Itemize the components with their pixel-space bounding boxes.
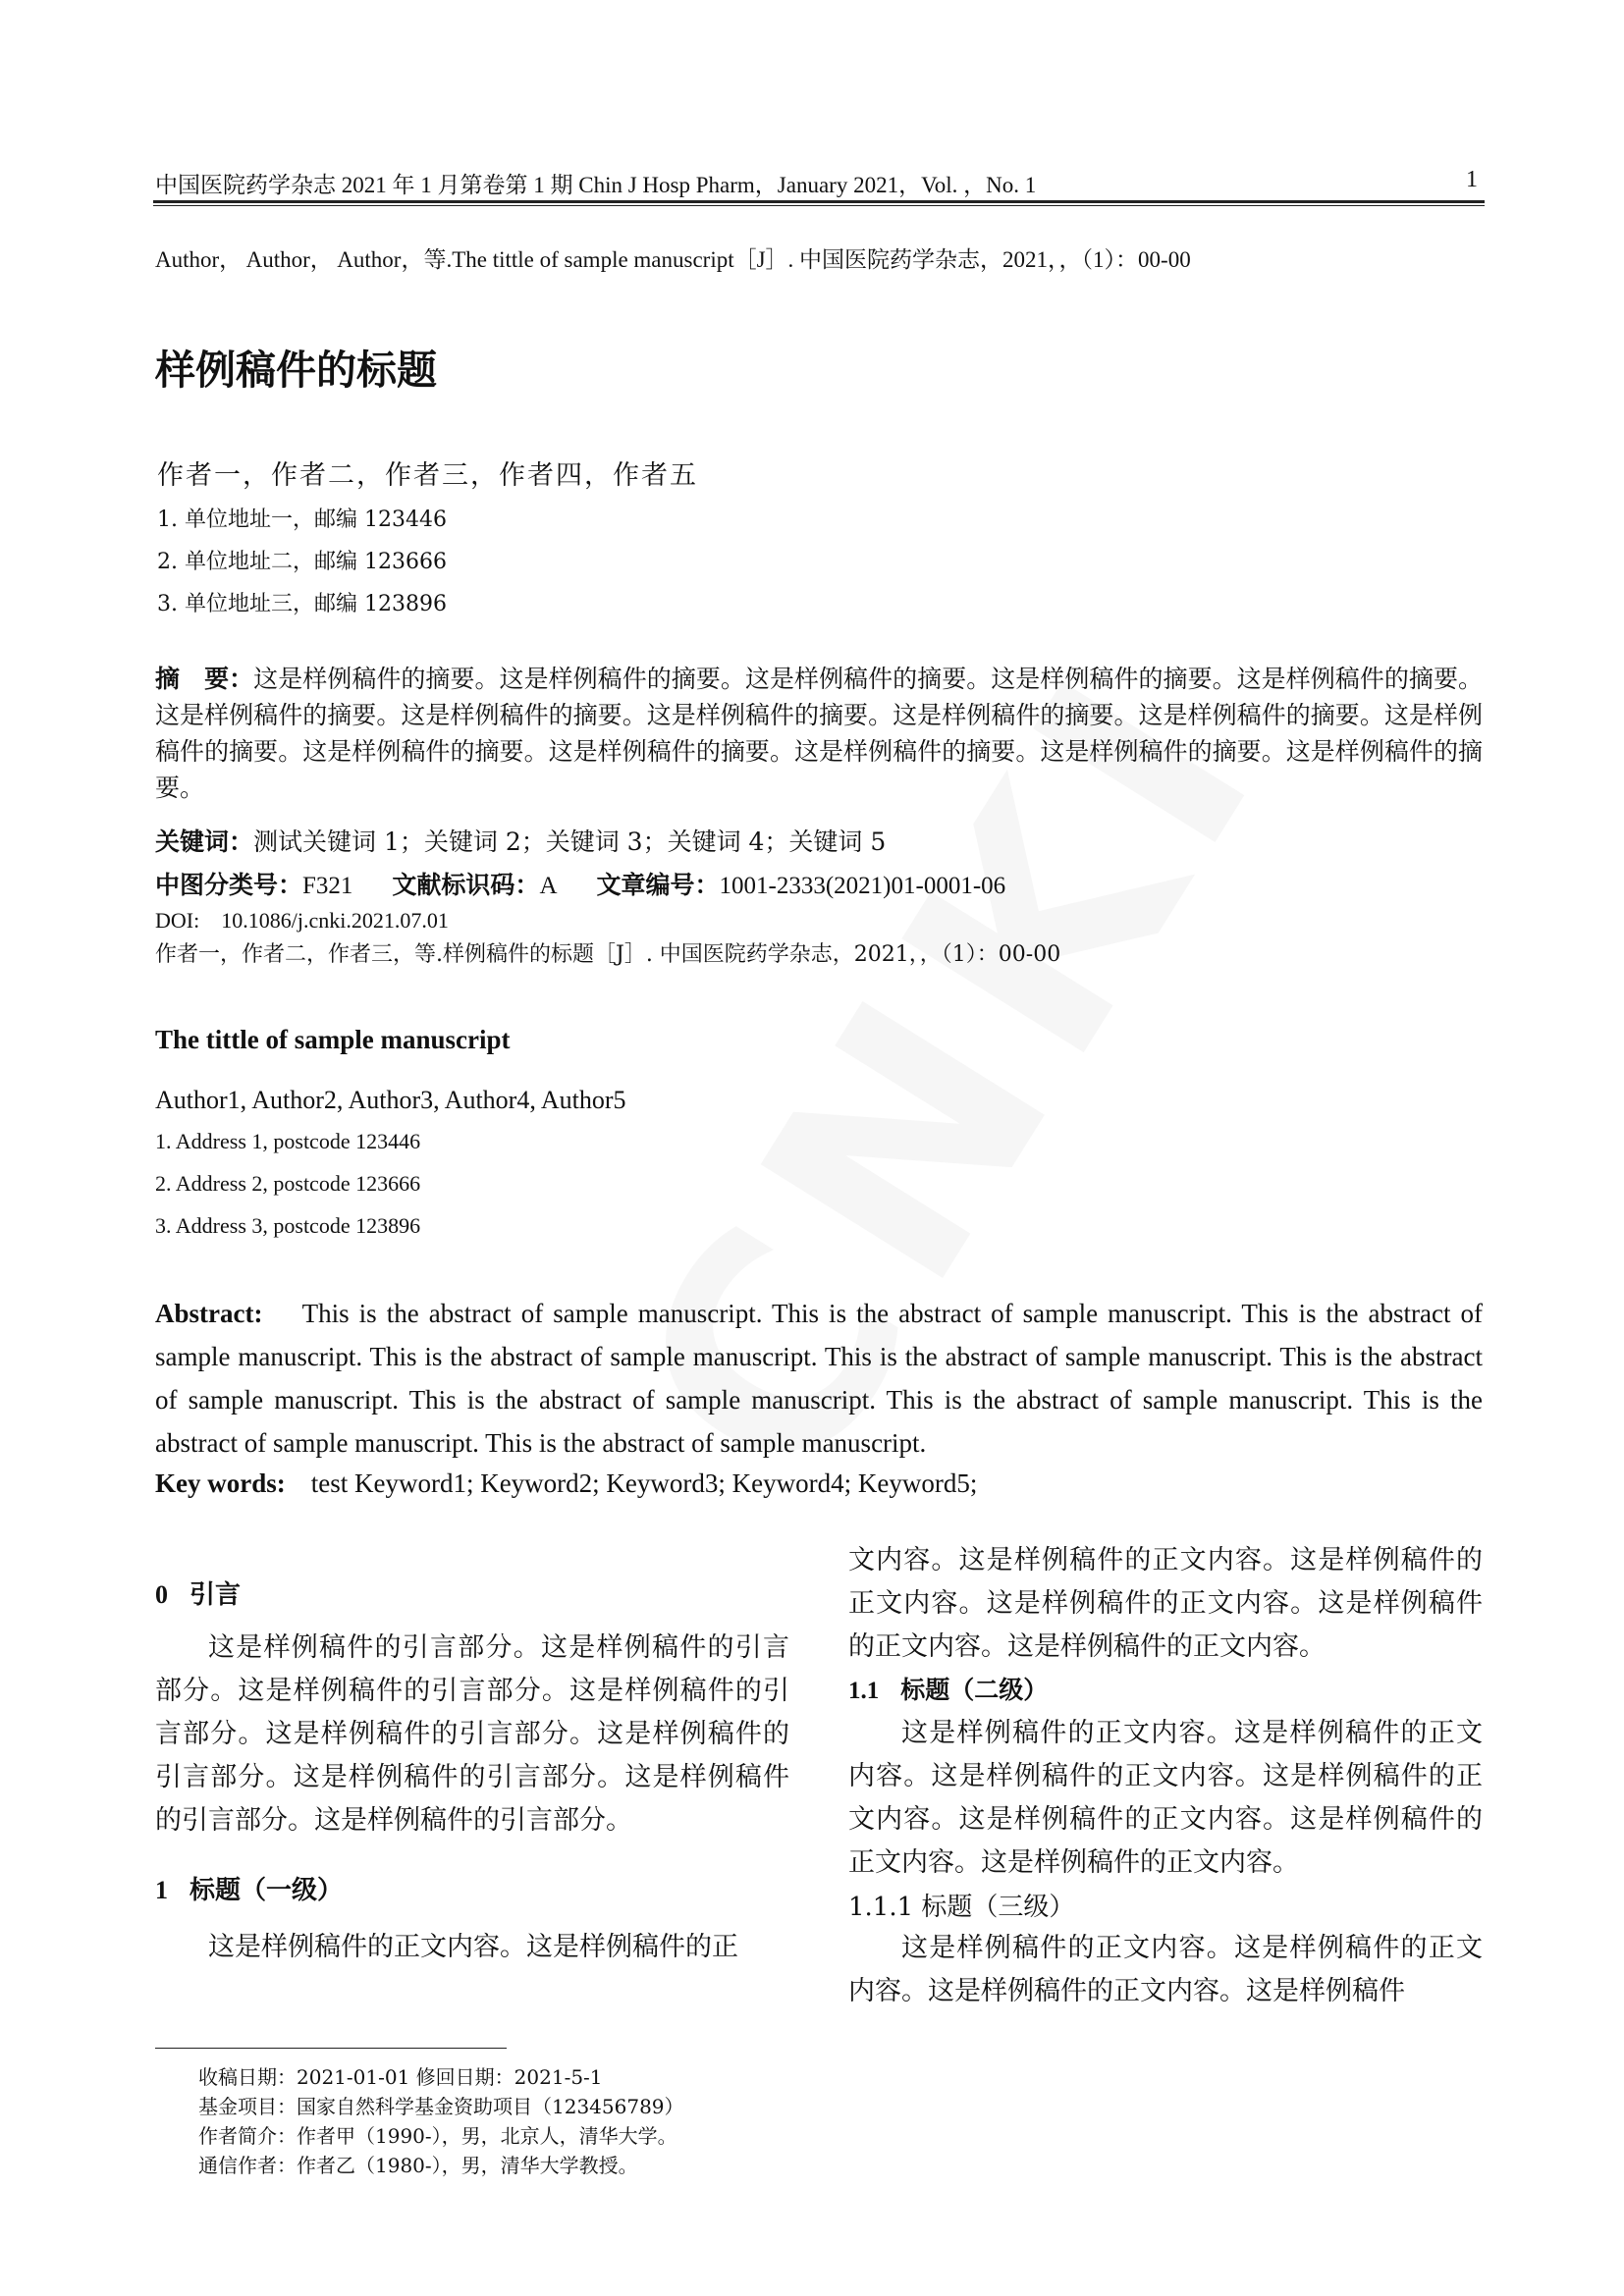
footnote-funding: 基金项目：国家自然科学基金资助项目（123456789） bbox=[198, 2095, 684, 2118]
affiliation-cn-1: 1. 单位地址一，邮编 123446 bbox=[157, 507, 447, 532]
affiliation-cn-3: 3. 单位地址三，邮编 123896 bbox=[157, 592, 447, 616]
keywords-en-label: Key words: bbox=[155, 1468, 286, 1498]
section-heading-1 bbox=[155, 1870, 789, 1906]
abstract-cn-label: 摘 要： bbox=[155, 665, 254, 693]
section-heading-1-1-1: 1.1.1 标题（三级） bbox=[848, 1893, 1075, 1922]
affiliation-en-2: 2. Address 2, postcode 123666 bbox=[155, 1171, 421, 1196]
intro-paragraph: 这是样例稿件的引言部分。这是样例稿件的引言部分。这是样例稿件的引言部分。这是样例稿件的引言部分。这是样例稿件的引言部分。这是样例稿件的引言部分。这是样例稿件的引言部分。这是样例稿件的引言部分。这是样例稿件的引言部分。 bbox=[155, 1632, 789, 1836]
keywords-en-text: test Keyword1; Keyword2; Keyword3; Keyword4; Keyword5; bbox=[310, 1468, 978, 1498]
right-column bbox=[848, 1545, 1483, 2013]
section-title: 标题（二级） bbox=[900, 1676, 1049, 1704]
body-paragraph: 这是样例稿件的正文内容。这是样例稿件的正文内容。这是样例稿件的正文内容。这是样例稿件的正文内容。这是样例稿件的正文内容。这是样例稿件的正文内容。这是样例稿件的正文内容。 bbox=[848, 1718, 1483, 1878]
section-heading-1-1 bbox=[848, 1671, 1483, 1706]
section-number: 1 bbox=[155, 1876, 168, 1904]
running-header: 中国医院药学杂志 2021 年 1 月第卷第 1 期 Chin J Hosp Pharm，January 2021，Vol. ，No. 1 bbox=[155, 173, 1037, 197]
footnote-received: 收稿日期：2021-01-01 修回日期：2021-5-1 bbox=[198, 2065, 603, 2089]
section-heading-intro bbox=[155, 1575, 789, 1611]
footnote-corresponding: 通信作者：作者乙（1980-），男，清华大学教授。 bbox=[198, 2154, 638, 2177]
article-number-value: 1001-2333(2021)01-0001-06 bbox=[719, 873, 1006, 899]
left-column bbox=[155, 1549, 789, 1969]
keywords-cn-label: 关键词： bbox=[155, 828, 254, 856]
title-en: The tittle of sample manuscript bbox=[155, 1025, 511, 1054]
keywords-cn-text: 测试关键词 1；关键词 2；关键词 3；关键词 4；关键词 5 bbox=[253, 828, 887, 856]
page-number: 1 bbox=[1466, 167, 1478, 192]
citation-cn: 作者一，作者二，作者三，等.样例稿件的标题［J］. 中国医院药学杂志，2021，，（1）：00-00 bbox=[155, 942, 1061, 967]
header-rule-thick bbox=[153, 200, 1485, 203]
authors-cn: 作者一，作者二，作者三，作者四，作者五 bbox=[157, 460, 698, 491]
affiliation-cn-2: 2. 单位地址二，邮编 123666 bbox=[157, 550, 447, 574]
page-title-cn: 样例稿件的标题 bbox=[155, 347, 437, 394]
clc-label: 中图分类号： bbox=[155, 871, 303, 899]
doc-code-label: 文献标识码： bbox=[392, 871, 540, 899]
classification-line bbox=[155, 866, 1005, 901]
authors-en: Author1, Author2, Author3, Author4, Author5 bbox=[155, 1086, 626, 1114]
abstract-en-text: This is the abstract of sample manuscript. This is the abstract of sample manuscript. This is the abstract of sample manuscript. This is the abstract of sample manuscript. This is the abstract of sample manuscript. This is the abstract of sample manuscript. This is the abstract of sample manuscript. This is the abstract of sample manuscript. This is the abstract of sample manuscript. This is the abstract of sample manuscript. bbox=[155, 1299, 1484, 1458]
header-rule-thin bbox=[153, 205, 1485, 206]
article-number-label: 文章编号： bbox=[596, 871, 720, 899]
abstract-en-label: Abstract: bbox=[155, 1299, 263, 1328]
footnote-rule bbox=[155, 2048, 507, 2049]
section-title: 标题（一级） bbox=[189, 1876, 344, 1905]
clc-value: F321 bbox=[302, 873, 353, 899]
section-number: 1.1 bbox=[848, 1678, 880, 1704]
body-paragraph: 这是样例稿件的正文内容。这是样例稿件的正 bbox=[208, 1932, 738, 1962]
abstract-en bbox=[155, 1292, 1483, 1465]
affiliation-en-1: 1. Address 1, postcode 123446 bbox=[155, 1129, 421, 1153]
citation-top: Author， Author， Author，等.The tittle of sample manuscript［J］. 中国医院药学杂志，2021，，（1）：00-00 bbox=[155, 247, 1191, 272]
doc-code-value: A bbox=[539, 873, 558, 899]
section-title: 引言 bbox=[189, 1580, 242, 1610]
section-number: 0 bbox=[155, 1580, 168, 1609]
abstract-cn-text: 这是样例稿件的摘要。这是样例稿件的摘要。这是样例稿件的摘要。这是样例稿件的摘要。这是样例稿件的摘要。这是样例稿件的摘要。这是样例稿件的摘要。这是样例稿件的摘要。这是样例稿件的摘要。这是样例稿件的摘要。这是样例稿件的摘要。这是样例稿件的摘要。这是样例稿件的摘要。这是样例稿件的摘要。这是样例稿件的摘要。这是样例稿件的摘要。 bbox=[155, 665, 1483, 802]
keywords-en bbox=[155, 1468, 977, 1499]
keywords-cn bbox=[155, 823, 886, 858]
affiliation-en-3: 3. Address 3, postcode 123896 bbox=[155, 1213, 421, 1238]
body-paragraph: 这是样例稿件的正文内容。这是样例稿件的正文内容。这是样例稿件的正文内容。这是样例稿件 bbox=[848, 1933, 1483, 2006]
body-paragraph-continued: 文内容。这是样例稿件的正文内容。这是样例稿件的正文内容。这是样例稿件的正文内容。这是样例稿件的正文内容。这是样例稿件的正文内容。 bbox=[848, 1545, 1483, 1662]
footnote-author-bio: 作者简介：作者甲（1990-），男，北京人，清华大学。 bbox=[198, 2124, 677, 2148]
abstract-cn bbox=[155, 661, 1483, 806]
doi-line: DOI: 10.1086/j.cnki.2021.07.01 bbox=[155, 908, 449, 933]
